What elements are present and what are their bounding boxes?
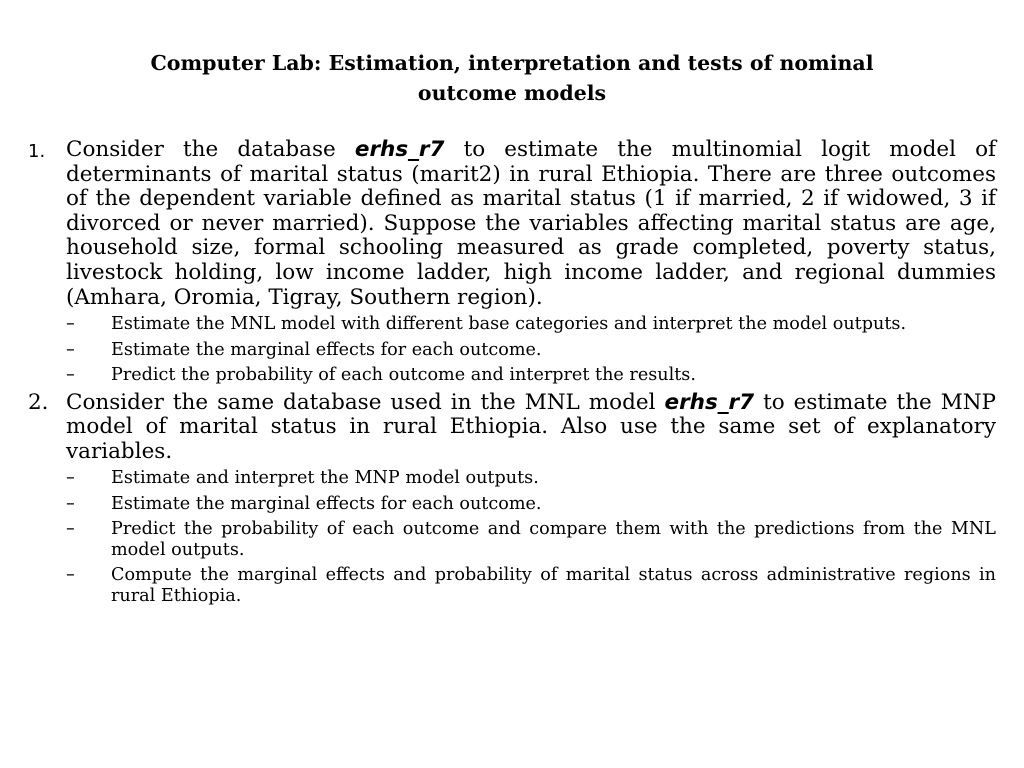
question-2-subitem <box>66 519 996 560</box>
slide-body <box>28 138 996 611</box>
question-1-text-before: Consider the database <box>66 137 355 162</box>
question-2-number: 2. <box>28 389 49 415</box>
question-1-subitem <box>66 314 996 335</box>
subitem-text: Compute the marginal effects and probability of marital status across administrative regions in rural Ethiopia. <box>111 565 996 606</box>
subitem-text: Predict the probability of each outcome and interpret the results. <box>111 365 696 386</box>
dash-bullet: – <box>66 468 75 489</box>
question-1-number: 1. <box>28 141 46 162</box>
dash-bullet: – <box>66 365 75 386</box>
question-1-subitem <box>66 365 996 386</box>
dash-bullet: – <box>66 493 75 514</box>
title-line-1: Computer Lab: Estimation, interpretation and tests of nominal <box>150 51 874 75</box>
subitem-text: Estimate the marginal effects for each outcome. <box>111 339 542 360</box>
title-line-2: outcome models <box>417 81 607 105</box>
question-2-subitem <box>66 565 996 606</box>
subitem-text: Estimate and interpret the MNP model outputs. <box>111 468 539 489</box>
question-1 <box>28 138 996 310</box>
question-2 <box>28 391 996 465</box>
dash-bullet: – <box>66 339 75 360</box>
slide-title <box>60 48 964 108</box>
question-1-subitems <box>28 314 996 386</box>
subitem-text: Estimate the marginal effects for each outcome. <box>111 493 542 514</box>
question-2-text-after: to estimate the MNP model of marital status in rural Ethiopia. Also use the same set of explanatory variables. <box>66 389 996 464</box>
subitem-text: Predict the probability of each outcome and compare them with the predictions from the MNL model outputs. <box>111 519 996 560</box>
subitem-text: Estimate the MNL model with different base categories and interpret the model outputs. <box>111 314 907 335</box>
question-1-database-name: erhs_r7 <box>354 137 445 162</box>
question-1-text-after: to estimate the multinomial logit model of determinants of marital status (marit2) in rural Ethiopia. There are three outcomes of the dependent variable defined as marital status (1 if married, 2 if widowed, 3 if divorced or never married). Suppose the variables affecting marital status are age, household size, formal schooling measured as grade completed, poverty status, livestock holding, low income ladder, high income ladder, and regional dummies (Amhara, Oromia, Tigray, Southern region). <box>66 137 996 310</box>
dash-bullet: – <box>66 565 75 586</box>
dash-bullet: – <box>66 519 75 540</box>
question-1-subitem <box>66 340 996 361</box>
dash-bullet: – <box>66 314 75 335</box>
question-2-subitem <box>66 468 996 489</box>
question-2-subitems <box>28 468 996 606</box>
question-2-text-before: Consider the same database used in the MNL model <box>66 389 665 415</box>
question-2-subitem <box>66 494 996 515</box>
question-2-database-name: erhs_r7 <box>664 389 755 415</box>
